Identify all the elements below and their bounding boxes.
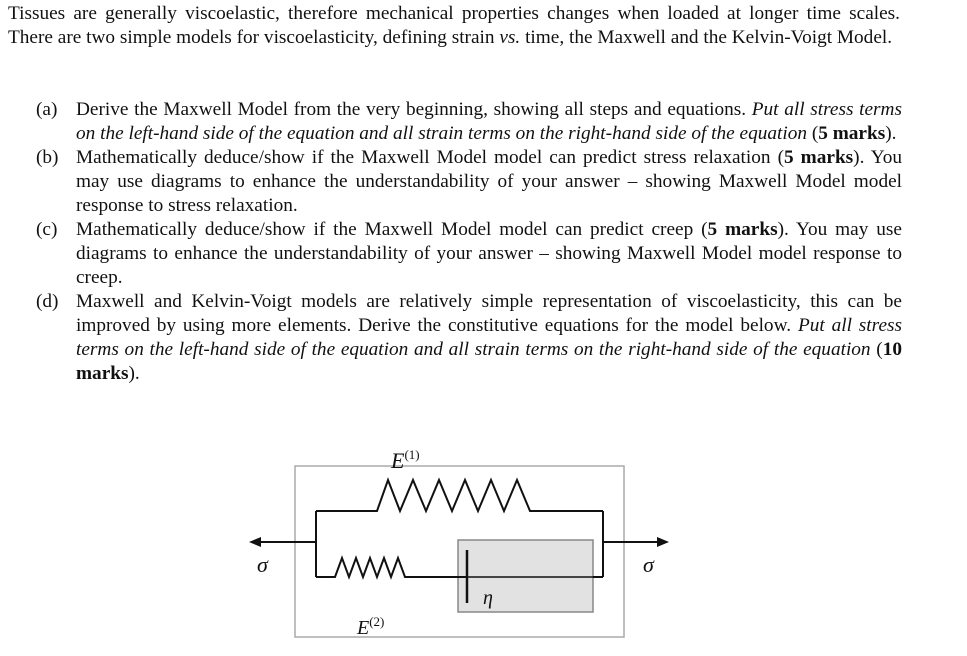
marks: 5 marks: [784, 147, 854, 168]
question-text: [76, 98, 902, 146]
question-a-instruction: Put all stress terms on the left-hand side of the equation and all strain terms on the right-hand side of the equation: [76, 99, 902, 144]
question-b: [36, 146, 902, 218]
right-arrow-icon: [657, 537, 669, 547]
intro-vs: vs.: [499, 27, 521, 48]
intro-paragraph: [8, 2, 900, 50]
question-d-text: Maxwell and Kelvin-Voigt models are relatively simple representation of viscoelasticity, this can be improved by using more elements. Derive the constitutive equations for the model below.: [76, 291, 902, 336]
intro-text-2: time, the Maxwell and the Kelvin-Voigt Model.: [520, 27, 893, 48]
marks-open: (: [807, 123, 819, 144]
marks-close: ).: [128, 363, 140, 384]
question-b-text: Mathematically deduce/show if the Maxwell Model model can predict stress relaxation (: [76, 147, 785, 168]
label-sigma-left: σ: [257, 552, 268, 577]
question-label: (b): [36, 147, 59, 168]
label-eta: η: [483, 587, 493, 609]
intro-text-1: Tissues are generally viscoelastic, therefore mechanical properties changes when loaded at longer time scales. There are two simple models for viscoelasticity, defining strain: [8, 3, 900, 48]
marks-open: (: [870, 339, 883, 360]
left-arrow-icon: [249, 537, 261, 547]
question-list: [36, 98, 902, 386]
question-text: [76, 290, 902, 386]
question-label: (a): [36, 99, 58, 120]
question-c-text-2: ). You may use diagrams to enhance the understandability of your answer – showing Maxwell Model model response to creep.: [76, 219, 902, 288]
question-b-text-2: ). You may use diagrams to enhance the understandability of your answer – showing Maxwell Model model response to stress relaxation.: [76, 147, 902, 216]
question-a: [36, 98, 902, 146]
marks: 5 marks: [818, 123, 886, 144]
viscoelastic-model-diagram: [245, 438, 685, 648]
question-c: [36, 218, 902, 290]
spring-e2: [316, 558, 445, 577]
question-c-text: Mathematically deduce/show if the Maxwell Model model can predict creep (: [76, 219, 708, 240]
label-sigma-right: σ: [643, 552, 654, 577]
question-a-text: Derive the Maxwell Model from the very beginning, showing all steps and equations.: [76, 99, 752, 120]
label-e1: $E^{(1)}$: [391, 447, 420, 473]
label-e2: $E^{(2)}$: [357, 614, 385, 639]
dashpot-body: [458, 540, 593, 612]
marks-close: ).: [885, 123, 897, 144]
question-text: [76, 146, 902, 218]
marks: 5 marks: [707, 219, 778, 240]
marks: 10 marks: [76, 339, 902, 384]
question-d: [36, 290, 902, 386]
spring-e1: [316, 480, 603, 511]
question-label: (d): [36, 291, 59, 312]
question-text: [76, 218, 902, 290]
question-label: (c): [36, 219, 58, 240]
question-d-instruction: Put all stress terms on the left-hand side of the equation and all strain terms on the right-hand side of the equation: [76, 315, 903, 360]
